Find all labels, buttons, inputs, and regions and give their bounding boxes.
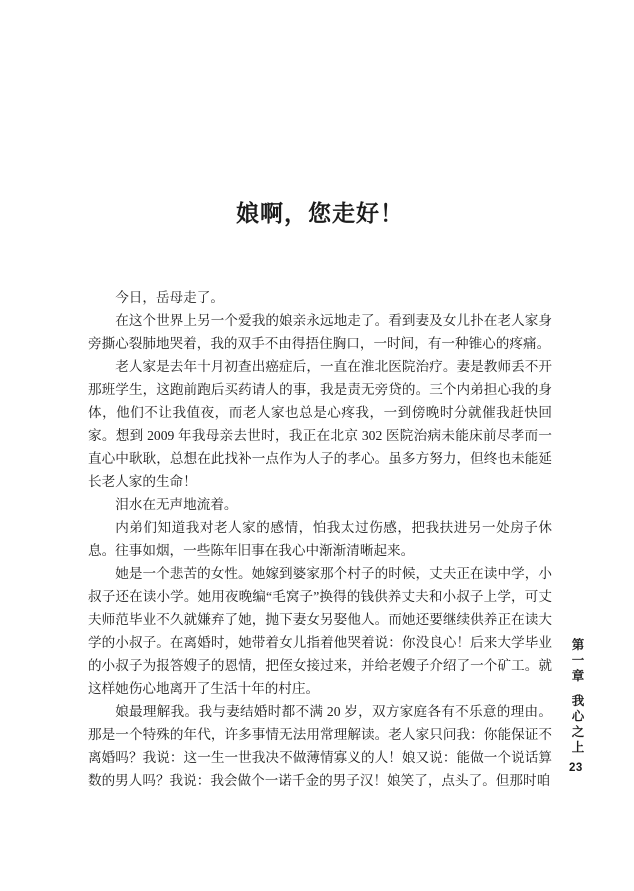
chapter-label: 第一章 [570,638,584,685]
paragraph: 老人家是去年十月初查出癌症后，一直在淮北医院治疗。妻是教师丢不开那班学生，这跑前跑后买药请人的事，我是责无旁贷的。三个内弟担心我的身体，他们不让我值夜，而老人家也总是心疼我，一到傍晚时分就催我赶快回家。想到 2009 年我母亲去世时，我正在北京 302 医院治病未能床前尽孝而一直心中耿耿，总想在此找补一点作为人子的孝心。虽多方努力，但终也未能延长老人家的生命！ [88,359,552,489]
paragraph: 泪水在无声地流着。 [115,497,238,512]
chapter-side-title: 我心之上 [570,693,584,756]
paragraph: 内弟们知道我对老人家的感情，怕我太过伤感，把我扶进另一处房子休息。往事如烟，一些陈年旧事在我心中渐渐清晰起来。 [88,520,552,558]
paragraph: 今日，岳母走了。 [115,290,224,305]
body-text [88,286,552,792]
paragraph: 她是一个悲苦的女性。她嫁到婆家那个村子的时候，丈夫正在读中学，小叔子还在读小学。她用夜晚编“毛窝子”换得的钱供养丈夫和小叔子上学，可丈夫师范毕业不久就嫌弃了她，抛下妻女另娶他人。而她还要继续供养正在读大学的小叔子。在离婚时，她带着女儿指着他哭着说：你没良心！后来大学毕业的小叔子为报答嫂子的恩情，把侄女接过来，并给老嫂子介绍了一个矿工。就这样她伤心地离开了生活十年的村庄。 [88,566,552,696]
chapter-side-marker [568,638,586,756]
paragraph: 娘最理解我。我与妻结婚时都不满 20 岁，双方家庭各有不乐意的理由。那是一个特殊的年代，许多事情无法用常理解读。老人家只问我：你能保证不离婚吗？我说：这一生一世我决不做薄情寡义的人！娘又说：能做一个说话算数的男人吗？我说：我会做个一诺千金的男子汉！娘笑了，点头了。但那时咱 [88,704,552,788]
page-title: 娘啊，您走好！ [236,201,404,227]
page-number: 23 [569,762,583,774]
paragraph: 在这个世界上另一个爱我的娘亲永远地走了。看到妻及女儿扑在老人家身旁撕心裂肺地哭着，我的双手不由得捂住胸口，一时间，有一种锥心的疼痛。 [88,313,552,351]
